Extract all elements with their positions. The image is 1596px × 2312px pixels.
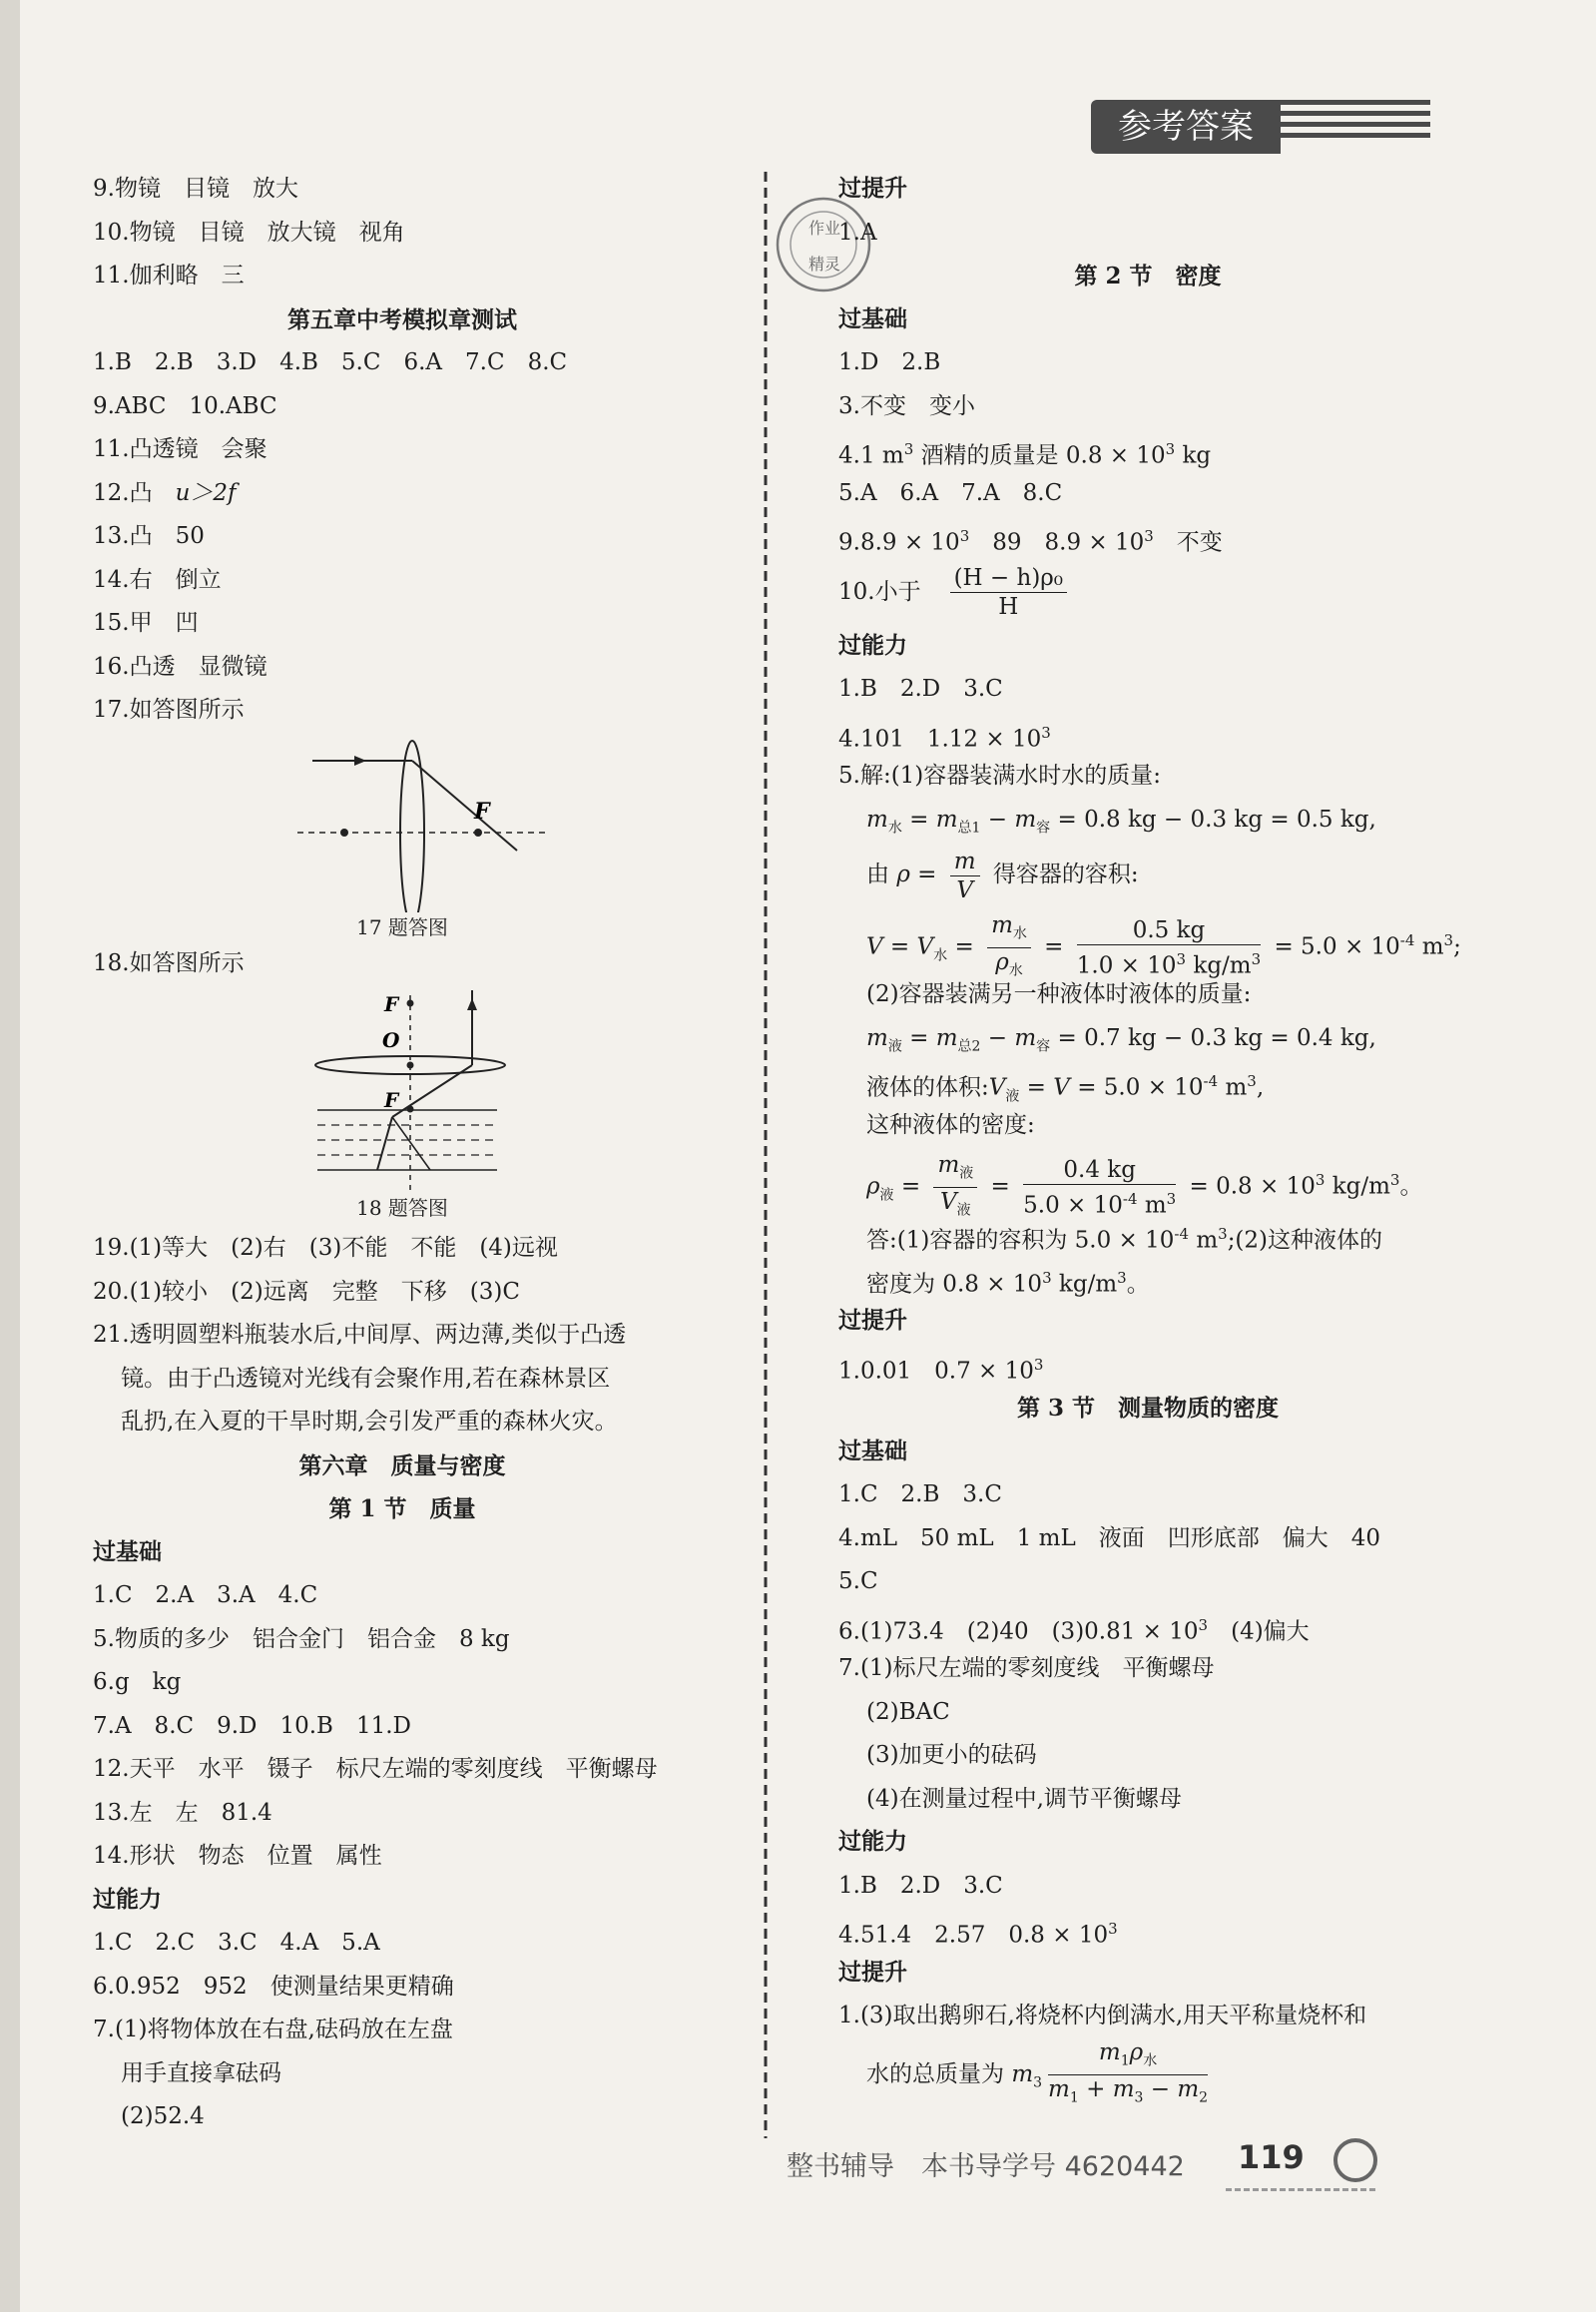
answer-line: 镜。由于凸透镜对光线有会聚作用,若在森林景区 <box>121 1365 611 1392</box>
page-edge <box>0 0 20 2312</box>
answer-header-tab: 参考答案 <box>1091 100 1281 154</box>
answer-line: 19.(1)等大 (2)右 (3)不能 不能 (4)远视 <box>93 1235 558 1261</box>
page-number: 119 <box>1238 2138 1305 2176</box>
answer-line: 18.如答图所示 <box>93 949 245 976</box>
svg-text:作业: 作业 <box>808 219 841 238</box>
figure-caption: 17 题答图 <box>356 914 448 939</box>
answer-line: 1.B 2.D 3.C <box>838 1872 1003 1899</box>
answer-line: 12.天平 水平 镊子 标尺左端的零刻度线 平衡螺母 <box>93 1756 658 1782</box>
answer-line: 11.凸透镜 会聚 <box>93 436 267 462</box>
right-column <box>838 168 1461 2106</box>
svg-text:F: F <box>384 992 399 1016</box>
answer-line: 15.甲 凹 <box>93 610 199 636</box>
answer-line: 1.C 2.C 3.C 4.A 5.A <box>93 1930 380 1956</box>
answer-line: 1.D 2.B <box>838 349 941 375</box>
answer-line: 7.(1)标尺左端的零刻度线 平衡螺母 <box>838 1655 1215 1681</box>
answer-line: 5.C <box>838 1568 878 1594</box>
answer-line: 水的总质量为 $m_3$ $\frac{m_1\rho_水}{m_1 + m_3 - m_2}$ <box>866 2038 1209 2106</box>
subsection-label: 过提升 <box>838 176 907 202</box>
answer-line: $\rho_液$ = $\frac{m_液}{V_液}$ = $\frac{0.4 kg}{5.0 \times 10^{-4} m^3}$ = $0.8 \times 10^3$ $kg/m^3$。 <box>866 1151 1423 1219</box>
answer-line: $m_液 = m_{总2} - m_容 = 0.7$ kg − 0.3 kg = 0.4 kg, <box>866 1024 1376 1055</box>
answer-line: 由 ρ = $\frac{m}{V}$ 得容器的容积: <box>866 848 1139 903</box>
answer-line: 1.0.01 $0.7 \times 10^3$ <box>838 1355 1044 1385</box>
footer-divider <box>1226 2188 1375 2191</box>
section-heading: 第 1 节 质量 <box>328 1495 476 1522</box>
answer-line: 9.物镜 目镜 放大 <box>93 176 298 202</box>
subsection-label: 过能力 <box>93 1886 162 1913</box>
subsection-label: 过能力 <box>838 632 907 659</box>
answer-line: 1.C 2.B 3.C <box>838 1481 1002 1507</box>
chapter-heading: 第六章 质量与密度 <box>298 1451 506 1479</box>
answer-line: 5.解:(1)容器装满水时水的质量: <box>838 763 1162 789</box>
answer-line: (4)在测量过程中,调节平衡螺母 <box>866 1785 1182 1812</box>
answer-line: 5.物质的多少 铝合金门 铝合金 8 kg <box>93 1625 510 1652</box>
figure-18 <box>93 985 712 1227</box>
answer-line: (2)BAC <box>866 1698 950 1725</box>
answer-line: 16.凸透 显微镜 <box>93 653 267 680</box>
svg-text:精灵: 精灵 <box>808 255 841 274</box>
section-heading: 第 2 节 密度 <box>1074 263 1222 289</box>
header-decoration <box>1281 100 1430 154</box>
answer-line: 1.A <box>838 219 877 246</box>
answer-line: 1.C 2.A 3.A 4.C <box>93 1582 318 1608</box>
answer-line: 7.(1)将物体放在右盘,砝码放在左盘 <box>93 2017 453 2042</box>
answer-line: 14.形状 物态 位置 属性 <box>93 1843 382 1869</box>
answer-line: 6.(1)73.4 (2)40 $(3)0.81 \times 10^3$ (4)偏大 <box>838 1615 1310 1645</box>
page-ring-icon <box>1333 2138 1377 2182</box>
answer-line: 6.0.952 952 使测量结果更精确 <box>93 1973 454 2000</box>
subsection-label: 过提升 <box>838 1308 907 1334</box>
subsection-label: 过提升 <box>838 1959 907 1986</box>
subsection-label: 过基础 <box>838 305 907 332</box>
chapter-heading: 第五章中考模拟章测试 <box>287 305 517 333</box>
answer-line: 密度为 $0.8 \times 10^3$ $kg/m^3$。 <box>866 1268 1150 1298</box>
column-divider <box>759 172 773 2138</box>
answer-line: 10.物镜 目镜 放大镜 视角 <box>93 219 405 246</box>
answer-line: 7.A 8.C 9.D 10.B 11.D <box>93 1712 411 1739</box>
lens-diagram-18 <box>93 985 712 1195</box>
answer-line: 17.如答图所示 <box>93 697 245 723</box>
answer-line: 10.小于 $\frac{\text{(H − h)ρ₀}}{H}$ <box>838 559 1457 625</box>
answer-line: 液体的体积$:V_液 = V = 5.0 \times 10^{-4}$ $m^3$, <box>866 1072 1265 1105</box>
figure-caption: 18 题答图 <box>356 1196 448 1220</box>
answer-line: 12.凸 u＞2f <box>93 479 237 506</box>
answer-line: 乱扔,在入夏的干旱时期,会引发严重的森林火灾。 <box>121 1409 618 1435</box>
section-heading: 第 3 节 测量物质的密度 <box>1016 1395 1280 1422</box>
left-column <box>93 168 712 2139</box>
answer-line: 1.(3)取出鹅卵石,将烧杯内倒满水,用天平称量烧杯和 <box>838 2003 1367 2028</box>
answer-line: 4.mL 50 mL 1 mL 液面 凹形底部 偏大 40 <box>838 1524 1380 1551</box>
answer-line: 1.B 2.B 3.D 4.B 5.C 6.A 7.C 8.C <box>93 349 568 375</box>
answer-line: (2)容器装满另一种液体时液体的质量: <box>866 981 1252 1007</box>
answer-line: (3)加更小的砝码 <box>866 1742 1037 1768</box>
subsection-label: 过能力 <box>838 1829 907 1855</box>
answer-line: 13.左 左 81.4 <box>93 1799 272 1826</box>
answer-line: 答:(1)容器的容积为 $5.0 \times 10^{-4}$ $m^3;(2)$这种液体的 <box>866 1225 1383 1254</box>
answer-line: 4.101 $1.12 \times 10^3$ <box>838 723 1051 753</box>
answer-line: $9.8.9 \times 10^3$ 89 $8.9 \times 10^3$ 不变 <box>838 527 1223 556</box>
answer-line: $m_水 = m_{总1} - m_容 = 0.8$ kg − 0.3 kg = 0.5 kg, <box>866 806 1376 837</box>
answer-line: 13.凸 50 <box>93 523 205 549</box>
answer-line: 11.伽利略 三 <box>93 263 245 289</box>
footer-text: 整书辅导 本书导学号 4620442 <box>787 2151 1185 2182</box>
subsection-label: 过基础 <box>838 1438 907 1464</box>
answer-line: $V = V_水$ = $\frac{m_水}{\rho_水}$ = $\frac{0.5 kg}{1.0 \times 10^3 kg/m^3}$ = $5.0 \times 10^{-4}$ $m^3$; <box>866 911 1461 979</box>
answer-line: 14.右 倒立 <box>93 566 222 593</box>
answer-line: 6.g kg <box>93 1669 182 1695</box>
answer-line: 用手直接拿砝码 <box>121 2059 281 2086</box>
subsection-label: 过基础 <box>93 1538 162 1565</box>
answer-line: 20.(1)较小 (2)远离 完整 下移 (3)C <box>93 1278 520 1305</box>
answer-line: 3.不变 变小 <box>838 392 975 419</box>
figure-17 <box>93 733 712 942</box>
answer-line: 9.ABC 10.ABC <box>93 392 277 419</box>
answer-line: 5.A 6.A 7.A 8.C <box>838 479 1063 506</box>
answer-line: 这种液体的密度: <box>866 1111 1035 1138</box>
svg-text:O: O <box>382 1028 400 1052</box>
svg-text:F: F <box>474 798 490 825</box>
lens-diagram-17 <box>93 733 712 912</box>
answer-line: (2)52.4 <box>121 2103 205 2129</box>
answer-line: 4.51.4 2.57 $0.8 \times 10^3$ <box>838 1920 1118 1949</box>
answer-line: 1.B 2.D 3.C <box>838 676 1003 702</box>
answer-line: 4.1 $m^3$ 酒精的质量是 $0.8 \times 10^3$ kg <box>838 440 1212 469</box>
answer-line: 21.透明圆塑料瓶装水后,中间厚、两边薄,类似于凸透 <box>93 1322 627 1348</box>
svg-text:F: F <box>384 1088 399 1112</box>
